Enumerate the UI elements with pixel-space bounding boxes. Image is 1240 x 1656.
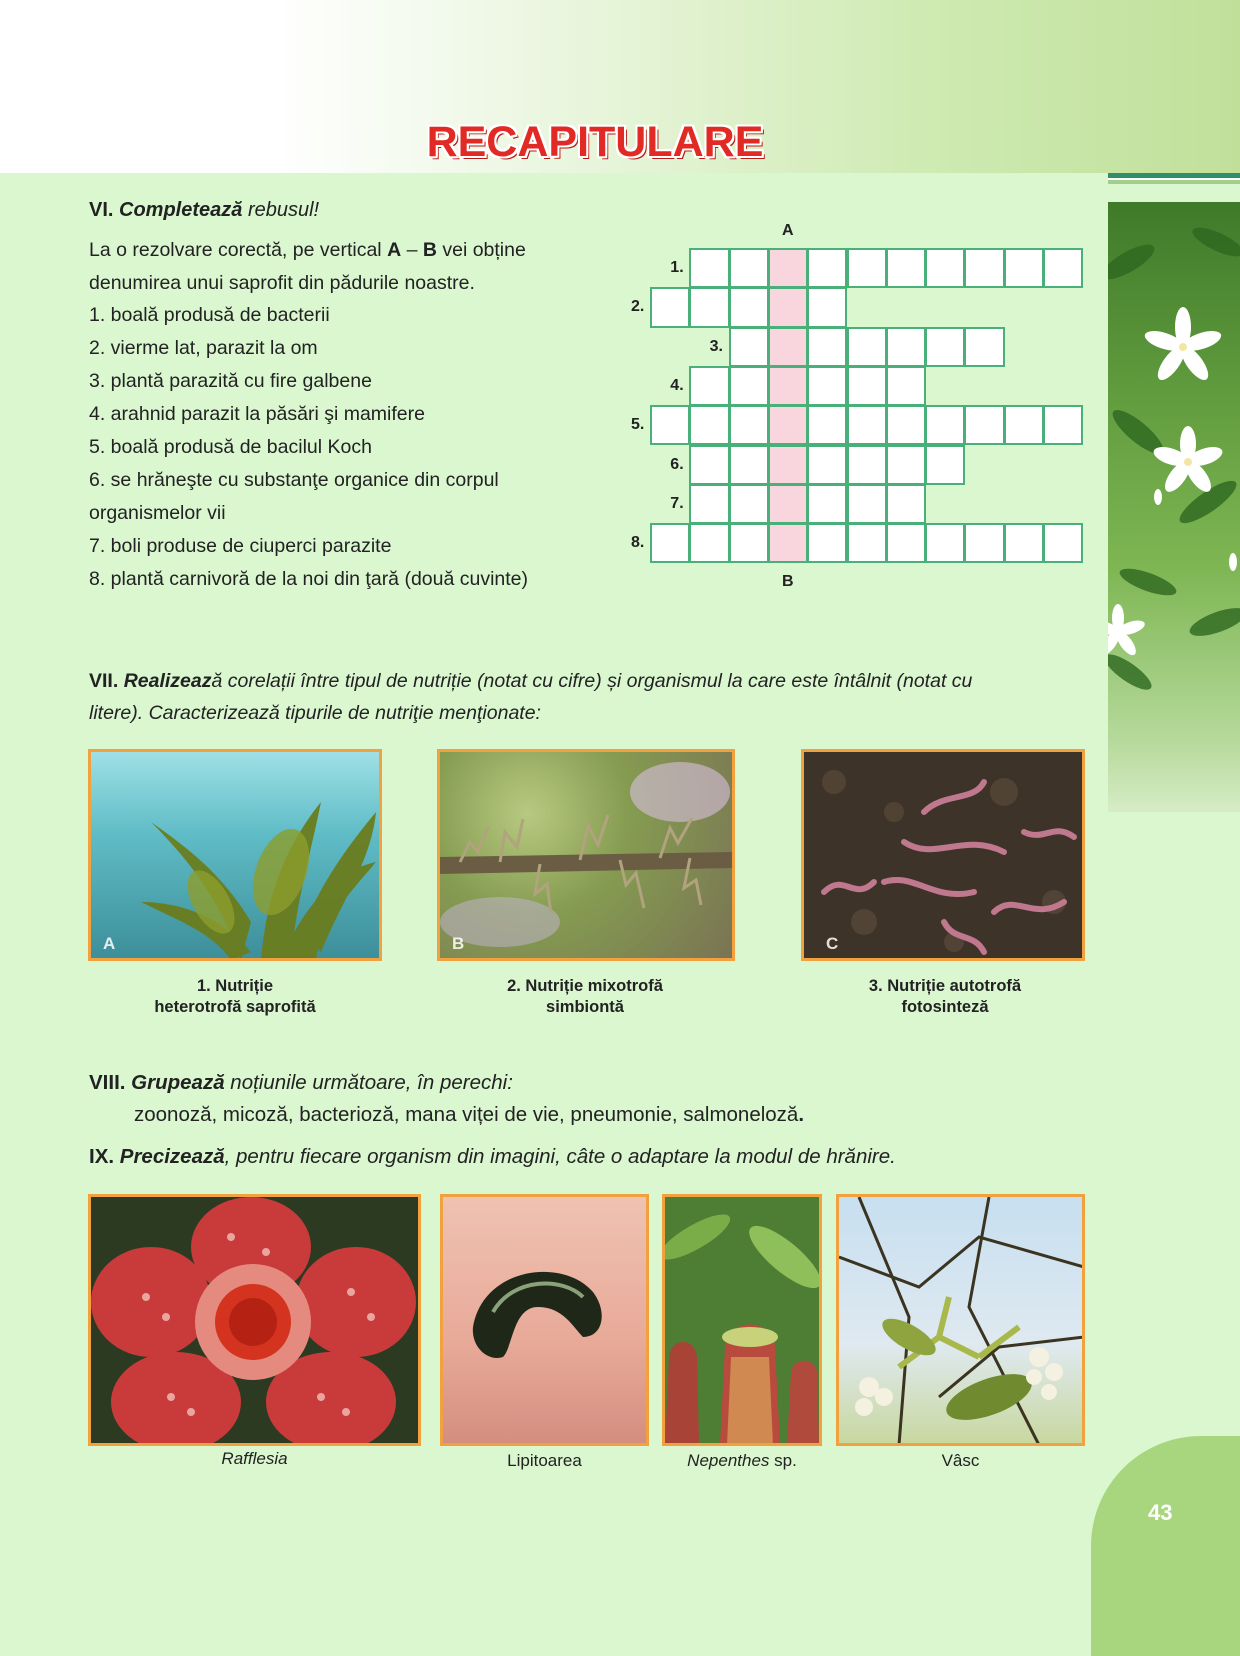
crossword-cell[interactable]: [847, 405, 887, 445]
caption-rafflesia: Rafflesia: [221, 1449, 288, 1468]
crossword-cell[interactable]: [886, 248, 926, 288]
crossword-row-label: 5.: [631, 416, 645, 434]
crossword-label-b: B: [782, 573, 794, 590]
crossword-cell[interactable]: [807, 287, 847, 327]
crossword-cell[interactable]: [964, 327, 1004, 367]
crossword-cell[interactable]: [925, 523, 965, 563]
clue-4: 4. arahnid parazit la păsări şi mamifere: [89, 403, 425, 425]
crossword-cell-highlight[interactable]: [768, 405, 808, 445]
section-6-heading: VI. Completează rebusul!: [89, 199, 320, 221]
photo-mistletoe: [836, 1194, 1085, 1446]
crossword-row-label: 6.: [670, 455, 684, 473]
section-6-intro-line-1: La o rezolvare corectă, pe vertical A – B vei obține: [89, 239, 526, 261]
page-title: RECAPITULARE: [426, 118, 764, 166]
section-8-heading: VIII. Grupează noțiunile următoare, în perechi:: [89, 1071, 513, 1094]
crossword-cell[interactable]: [847, 445, 887, 485]
crossword-cell[interactable]: [689, 366, 729, 406]
page-number: 43: [1148, 1500, 1173, 1525]
crossword-cell[interactable]: [925, 248, 965, 288]
crossword-cell[interactable]: [650, 405, 690, 445]
crossword-cell-highlight[interactable]: [768, 523, 808, 563]
crossword-cell[interactable]: [886, 366, 926, 406]
photo-letter-a: A: [103, 934, 116, 953]
photo-letter-c: C: [826, 934, 839, 953]
crossword-cell[interactable]: [1004, 523, 1044, 563]
crossword-cell[interactable]: [729, 327, 769, 367]
crossword-cell[interactable]: [729, 445, 769, 485]
crossword-cell[interactable]: [964, 405, 1004, 445]
crossword-cell[interactable]: [807, 248, 847, 288]
caption-nutrition-3: 3. Nutriție autotrofă fotosinteză: [868, 977, 1022, 1016]
crossword-cell[interactable]: [729, 523, 769, 563]
photo-letter-b: B: [452, 934, 465, 953]
photo-rafflesia: [88, 1194, 421, 1446]
crossword-cell[interactable]: [964, 523, 1004, 563]
crossword-cell[interactable]: [729, 484, 769, 524]
crossword-cell[interactable]: [886, 484, 926, 524]
clue-6-continued: organismelor vii: [89, 502, 226, 524]
photo-seaweed: [88, 749, 382, 961]
crossword-cell-highlight[interactable]: [768, 445, 808, 485]
caption-mistletoe: Vâsc: [941, 1451, 980, 1470]
crossword-cell[interactable]: [847, 327, 887, 367]
section-7-heading-line-2: litere). Caracterizează tipurile de nutriţie menţionate:: [89, 702, 541, 724]
side-divider: [1108, 173, 1240, 184]
photo-lichen: [437, 749, 735, 961]
photo-nepenthes: [662, 1194, 822, 1446]
crossword-cell[interactable]: [689, 287, 729, 327]
crossword-cell[interactable]: [689, 405, 729, 445]
crossword-cell[interactable]: [689, 484, 729, 524]
section-7-heading: VII. Realizează corelații între tipul de nutriție (notat cu cifre) și organismul la care este întâlnit (notat cu: [89, 670, 973, 692]
crossword-cell[interactable]: [1004, 405, 1044, 445]
crossword-cell[interactable]: [925, 405, 965, 445]
crossword-cell[interactable]: [847, 484, 887, 524]
crossword-cell[interactable]: [650, 523, 690, 563]
crossword-cell[interactable]: [1043, 523, 1083, 563]
crossword-cell[interactable]: [847, 523, 887, 563]
crossword-cell-highlight[interactable]: [768, 366, 808, 406]
crossword-label-a: A: [782, 222, 794, 239]
caption-nepenthes: Nepenthes sp.: [687, 1451, 797, 1470]
crossword-cell[interactable]: [1043, 248, 1083, 288]
photo-earthworms: [801, 749, 1085, 961]
crossword-cell[interactable]: [807, 366, 847, 406]
crossword-row-label: 4.: [670, 376, 684, 394]
clue-7: 7. boli produse de ciuperci parazite: [89, 535, 392, 557]
caption-leech: Lipitoarea: [507, 1451, 582, 1470]
crossword-cell[interactable]: [886, 445, 926, 485]
crossword-cell[interactable]: [925, 445, 965, 485]
crossword-cell[interactable]: [689, 445, 729, 485]
clue-3: 3. plantă parazită cu fire galbene: [89, 370, 372, 392]
crossword-cell[interactable]: [729, 287, 769, 327]
crossword-cell[interactable]: [729, 366, 769, 406]
section-9-heading: IX. Precizează, pentru fiecare organism din imagini, câte o adaptare la modul de hrănire.: [89, 1145, 896, 1168]
crossword-row-label: 7.: [670, 494, 684, 512]
crossword-cell[interactable]: [847, 248, 887, 288]
crossword-cell[interactable]: [964, 248, 1004, 288]
crossword-cell[interactable]: [689, 523, 729, 563]
crossword-cell[interactable]: [689, 248, 729, 288]
crossword-cell[interactable]: [886, 405, 926, 445]
jasmine-side-photo: [1108, 202, 1240, 812]
crossword-cell[interactable]: [807, 405, 847, 445]
crossword-cell[interactable]: [1004, 248, 1044, 288]
photo-leech: [440, 1194, 649, 1446]
crossword-cell-highlight[interactable]: [768, 327, 808, 367]
clue-2: 2. vierme lat, parazit la om: [89, 337, 318, 359]
crossword-cell-highlight[interactable]: [768, 287, 808, 327]
crossword-cell-highlight[interactable]: [768, 484, 808, 524]
crossword-row-label: 2.: [631, 298, 645, 316]
crossword-row-label: 8.: [631, 534, 645, 552]
caption-nutrition-1: 1. Nutriție heterotrofă saprofită: [154, 977, 316, 1016]
crossword-row-label: 3.: [709, 337, 723, 355]
section-6-intro-line-2: denumirea unui saprofit din pădurile noastre.: [89, 272, 475, 294]
page-number-tab: [1091, 1436, 1240, 1656]
crossword-cell[interactable]: [847, 366, 887, 406]
crossword-cell[interactable]: [729, 405, 769, 445]
crossword-cell[interactable]: [807, 523, 847, 563]
crossword-cell[interactable]: [807, 445, 847, 485]
crossword-cell[interactable]: [807, 484, 847, 524]
crossword-cell[interactable]: [925, 327, 965, 367]
crossword-cell[interactable]: [886, 327, 926, 367]
crossword-cell[interactable]: [650, 287, 690, 327]
crossword-cell[interactable]: [886, 523, 926, 563]
crossword-cell-highlight[interactable]: [768, 248, 808, 288]
clue-5: 5. boală produsă de bacilul Koch: [89, 436, 372, 458]
crossword-cell[interactable]: [1043, 405, 1083, 445]
crossword-row-label: 1.: [670, 259, 684, 276]
section-8-list: zoonoză, micoză, bacterioză, mana viței de vie, pneumonie, salmoneloză.: [134, 1103, 805, 1126]
crossword-cell[interactable]: [729, 248, 769, 288]
crossword-cell[interactable]: [807, 327, 847, 367]
clue-6: 6. se hrăneşte cu substanţe organice din corpul: [89, 469, 499, 491]
clue-8: 8. plantă carnivoră de la noi din ţară (două cuvinte): [89, 568, 529, 590]
clue-1: 1. boală produsă de bacterii: [89, 304, 330, 326]
caption-nutrition-2: 2. Nutriție mixotrofă simbiontă: [507, 977, 663, 1016]
